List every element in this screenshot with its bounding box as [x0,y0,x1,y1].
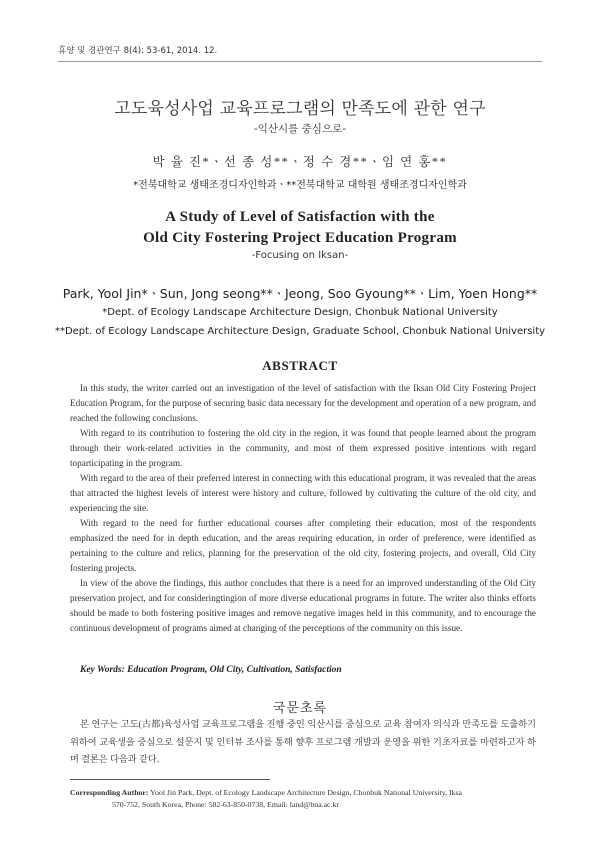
english-authors: Park, Yool Jin*ㆍSun, Jong seong**ㆍJeong, Soo Gyoung**ㆍLim, Yoen Hong** [62,286,538,301]
footnote-line2: 570-752, South Korea, Phone: 582-63-850-0738, Email: land@bna.ac.kr [112,800,339,809]
korean-authors: 박 율 진*ㆍ선 종 성**ㆍ정 수 경**ㆍ임 연 홍** [152,155,448,169]
abstract-paragraph: With regard to the area of their preferred interest in connecting with this educational program, it was revealed that the areas that attracted the highest levels of interest were history and culture, followed by cultivating the culture of the old city, and experiencing the site. [70,473,536,513]
abstract-body [70,381,536,636]
english-subtitle: -Focusing on Iksan- [251,250,349,261]
keywords: Key Words: Education Program, Old City, Cultivation, Satisfaction [80,665,342,675]
footnote-divider [70,779,270,780]
english-title [0,207,600,249]
abstract-paragraph: In this study, the writer carried out an investigation of the level of satisfaction with the Iksan Old City Fostering Project Education Program, for the purpose of securing basic data necessary for the development and operation of a new program, and reached the following conclusions. [70,383,536,423]
english-title-line2: Old City Fostering Project Education Program [143,230,457,246]
english-title-line1: A Study of Level of Satisfaction with the [165,209,435,225]
korean-abstract-heading: 국문초록 [272,701,328,716]
english-affiliation-2: **Dept. of Ecology Landscape Architecture Design, Graduate School, Chonbuk National University [54,326,546,337]
abstract-paragraph: With regard to its contribution to fostering the old city in the region, it was found that people learned about the program through their work-related activities in the community, and most of them expressed positive intentions with regard toparticipating in the program. [70,428,536,468]
corresponding-author-footnote [70,787,536,811]
footnote-label: Corresponding Author: [70,788,149,797]
english-affiliation-1: *Dept. of Ecology Landscape Architecture Design, Chonbuk National University [102,307,498,318]
abstract-paragraph: In view of the above the findings, this author concludes that there is a need for an improved understanding of the Old City preservation project, and for consideringtingion of more diverse educational programs in future. The writer also thinks efforts should be made to both fostering positive images and remove negative images held in this community, and to encourage the continuous development of programs aimed at changing of the perceptions of the community on this issue. [70,578,536,633]
journal-citation: 휴양 및 경관연구 8(4): 53-61, 2014. 12. [58,46,218,56]
abstract-paragraph: With regard to the need for further educational courses after completing their education, most of the respondents emphasized the need for in depth education, and the areas requiring education, in order of preference, were identified as pertaining to the culture and relics, planning for the preservation of the old city, fostering projects, and overall, Old City fostering projects. [70,518,536,573]
footnote-line1: Yool Jin Park, Dept. of Ecology Landscape Architecture Design, Chonbuk National University, Iksa [150,788,462,797]
korean-affiliation: *전북대학교 생태조경디자인학과ㆍ**전북대학교 대학원 생태조경디자인학과 [133,180,467,191]
abstract-heading: ABSTRACT [262,358,338,373]
korean-subtitle: -익산시를 중심으로- [253,123,347,135]
korean-abstract-paragraph: 본 연구는 고도(古都)육성사업 교육프로그램을 진행 중인 익산시를 중심으로 교육 참여자 의식과 만족도를 도출하기 위하여 교육생을 중심으로 설문지 및 인터뷰 조사를 통해 향후 프로그램 개발과 운영을 위한 기초자료를 마련하고자 하며 결론은 다음과 같다. [70,719,536,764]
korean-title: 고도육성사업 교육프로그램의 만족도에 관한 연구 [114,99,486,119]
korean-abstract-body [70,716,536,769]
header-divider [58,61,542,62]
